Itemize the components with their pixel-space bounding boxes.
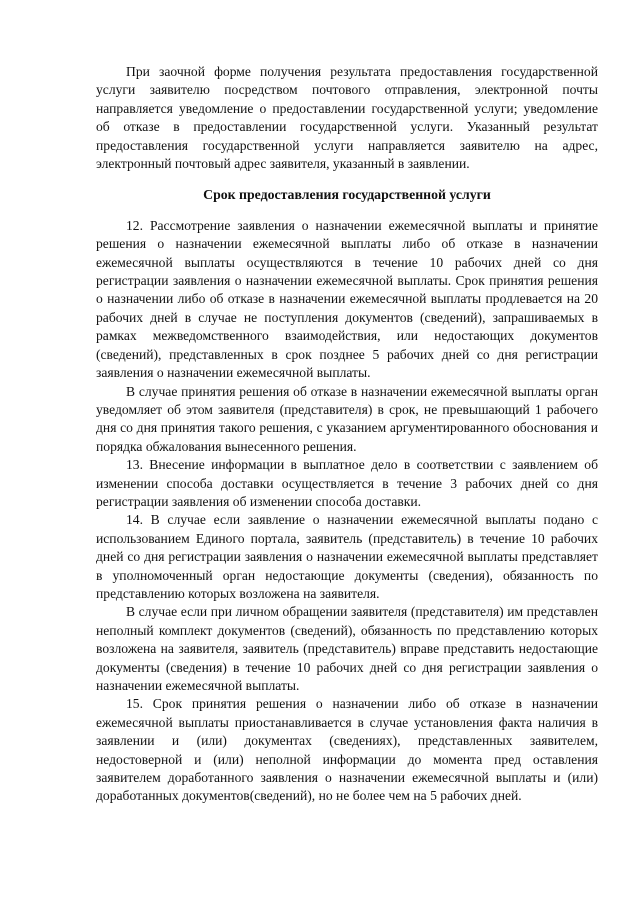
paragraph-12-refusal: В случае принятия решения об отказе в назначении ежемесячной выплаты орган уведомляет об этом заявителя (представителя) в срок, не превышающий 1 рабочего дня со дня принятия такого решения, с указанием аргументированного обоснования и порядка обжалования вынесенного решения. <box>96 383 598 454</box>
paragraph-15: 15. Срок принятия решения о назначении либо об отказе в назначении ежемесячной выплаты приостанавливается в случае установления факта наличия в заявлении и (или) документах (сведениях), представленных заявителем, недостоверной и (или) неполной информации до момента пред оставления заявителем доработанного заявления о назначении ежемесячной выплаты и (или) доработанных документов(сведений), но не более чем на 5 рабочих дней. <box>96 696 598 804</box>
document-body <box>96 63 598 806</box>
paragraph-12: 12. Рассмотрение заявления о назначении ежемесячной выплаты и принятие решения о назначении ежемесячной выплаты либо об отказе в назначении ежемесячной выплаты осуществляются в течение 10 рабочих дней со дня регистрации заявления о назначении ежемесячной выплаты. Срок принятия решения о назначении либо об отказе в назначении ежемесячной выплаты продлевается на 20 рабочих дней в случае не поступления документов (сведений), запрашиваемых в рамках межведомственного взаимодействия, или недостающих документов (сведений), представленных в срок позднее 5 рабочих дней со дня регистрации заявления о назначении ежемесячной выплаты. <box>96 217 598 381</box>
paragraph-14-personal: В случае если при личном обращении заявителя (представителя) им представлен неполный комплект документов (сведений), обязанность по представлению которых возложена на заявителя, заявитель (представитель) вправе представить недостающие документы (сведения) в течение 10 рабочих дней со дня регистрации заявления о назначении ежемесячной выплаты. <box>96 604 598 693</box>
paragraph-13: 13. Внесение информации в выплатное дело в соответствии с заявлением об изменении способа доставки осуществляется в течение 3 рабочих дней со дня регистрации заявления об изменении способа доставки. <box>96 457 598 509</box>
section-heading: Срок предоставления государственной услуги <box>203 187 491 203</box>
intro-paragraph: При заочной форме получения результата предоставления государственной услуги заявителю посредством почтового отправления, электронной почты направляется уведомление о предоставлении государственной услуги; уведомление об отказе в предоставлении государственной услуги. Указанный результат предоставления государственной услуги направляется заявителю на адрес, электронный почтовый адрес заявителя, указанный в заявлении. <box>96 64 598 172</box>
paragraph-14: 14. В случае если заявление о назначении ежемесячной выплаты подано с использованием Единого портала, заявитель (представитель) в течение 10 рабочих дней со дня регистрации заявления о назначении ежемесячной выплаты представляет в уполномоченный орган недостающие документы (сведения), обязанность по представлению которых возложена на заявителя. <box>96 512 598 601</box>
